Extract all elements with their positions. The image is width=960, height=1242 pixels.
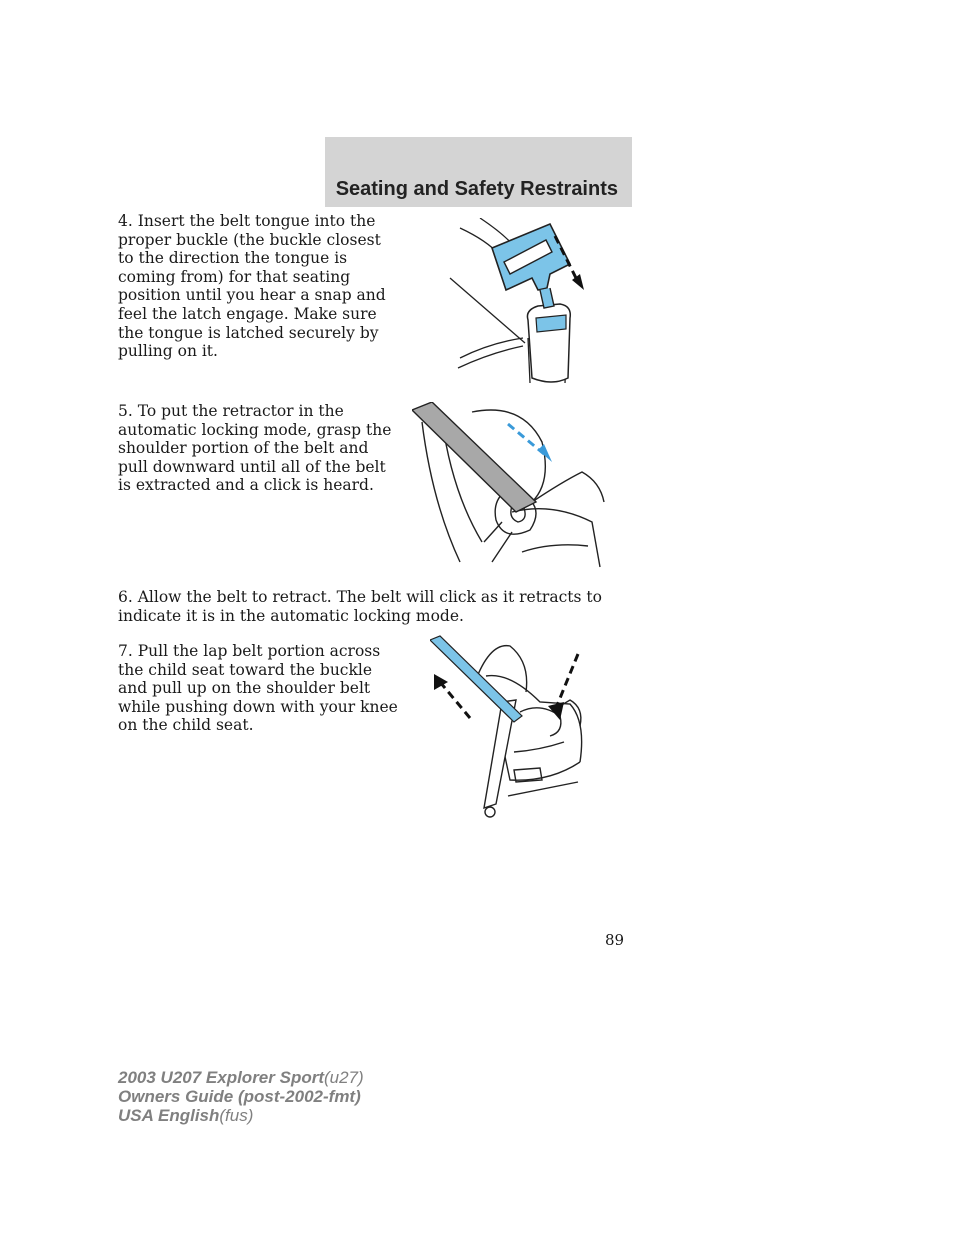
section-header-band	[325, 137, 632, 207]
step-4-text: 4. Insert the belt tongue into the proper buckle (the buckle closest to the direction the tongue is coming from) for that seating position until you hear a snap and feel the latch engage. Make sure the tongue is latched securely by pulling on it.	[118, 212, 386, 361]
footer-line-2	[118, 1087, 364, 1106]
footer-guide: Owners Guide (post-2002-fmt)	[118, 1087, 361, 1106]
step-5-text: 5. To put the retractor in the automatic locking mode, grasp the shoulder portion of the belt and pull downward until all of the belt is extracted and a click is heard.	[118, 402, 392, 495]
step-6-text: 6. Allow the belt to retract. The belt will click as it retracts to indicate it is in the automatic locking mode.	[118, 588, 602, 625]
step-7-text: 7. Pull the lap belt portion across the child seat toward the buckle and pull up on the shoulder belt while pushing down with your knee on the child seat.	[118, 642, 398, 735]
lap-belt-tighten-illustration	[430, 632, 600, 822]
footer-language: USA English	[118, 1106, 220, 1125]
buckle-insert-illustration	[420, 218, 600, 388]
section-title: Seating and Safety Restraints	[335, 178, 618, 200]
footer-line-1	[118, 1068, 364, 1087]
buckle-insert-svg	[420, 218, 600, 388]
footer-model: 2003 U207 Explorer Sport	[118, 1068, 324, 1087]
retractor-lock-svg	[412, 402, 612, 572]
retractor-lock-illustration	[412, 402, 612, 572]
footer-line-3	[118, 1106, 364, 1125]
document-footer	[118, 1068, 364, 1125]
footer-language-code: (fus)	[219, 1106, 254, 1125]
lap-belt-tighten-svg	[430, 632, 600, 822]
footer-model-code: (u27)	[323, 1068, 364, 1087]
page-number: 89	[605, 931, 625, 949]
